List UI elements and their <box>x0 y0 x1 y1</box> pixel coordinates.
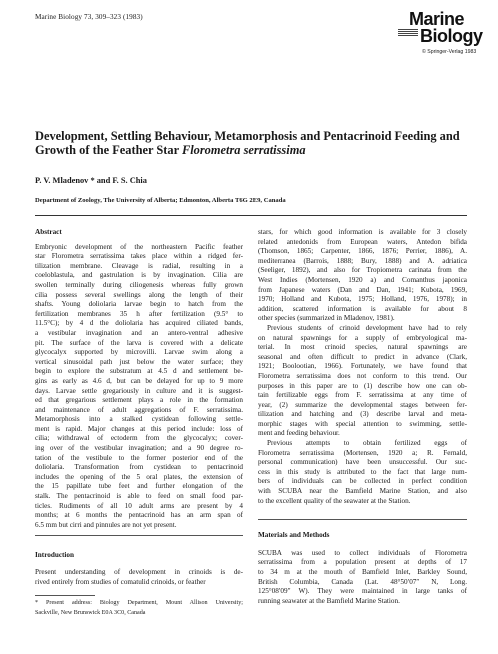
text-line: from Japanese waters (Dan and Dan, 1941; Kubota, 1969, <box>258 285 467 294</box>
text-line: (Thomson, 1865; Carpenter, 1866, 1876; Perrier, 1886), A. <box>258 247 467 256</box>
text-line: doliolaria. Transformation from cystidean to pentacrinoid <box>35 463 243 472</box>
text-line: rived entirely from studies of comatulid crinoids, or feather <box>35 577 206 586</box>
text-line: on natural spawnings for a supply of embryological ma- <box>258 333 467 342</box>
text-line: tilization and hatching and (3) describe larval and meta- <box>258 410 467 419</box>
intro-continued-para-1 <box>258 228 467 324</box>
text-line: Present understanding of development in crinoids is de- <box>35 568 243 576</box>
text-line: months; at 6 months the pentacrinoid has an arm span of <box>35 511 243 520</box>
text-line: to 34 m at the mouth of Bamfield Inlet, Barkley Sound, <box>258 568 467 576</box>
methods-heading: Materials and Methods <box>258 531 330 540</box>
text-line: personal communication) have been unsuccessful. Our suc- <box>258 458 467 467</box>
text-line: British Columbia, Canada (Lat. 48°50′07″ N, Long. <box>258 577 467 586</box>
header-rule <box>35 215 467 216</box>
text-line: 1970; Holland and Kubota, 1975; Holland, 1976, 1978); in <box>258 295 467 304</box>
text-line: ment is rapid. Major changes at this period include: loss of <box>35 424 243 433</box>
text-line: cilia; withdrawal of ectoderm from the glycocalyx; cover- <box>35 434 243 443</box>
text-line: glycocalyx supported by microvilli. Larvae swim along a <box>35 348 243 357</box>
text-line: Sackville, New Brunswick E0A 3C0, Canada <box>35 609 146 616</box>
text-line: purposes in this paper are to (1) describe how one can ob- <box>258 381 467 390</box>
text-line: 1921; Boolootian, 1966). Fortunately, we have found that <box>258 362 467 371</box>
text-line: 125°08′09″ W). They were maintained in large tanks of <box>258 587 467 596</box>
copyright-notice: © Springer-Verlag 1983 <box>422 49 477 55</box>
right-column <box>258 228 467 606</box>
introduction-body <box>35 568 243 587</box>
text-line: other species (summarized in Mladenov, 1981). <box>258 314 395 323</box>
text-line: ed that gregarious settlement plays a role in the formation <box>35 396 243 405</box>
text-line: with SCUBA near the Bamfield Marine Station, and also <box>258 487 467 496</box>
text-line: vertical sinusoidal path just below the water surface; they <box>35 357 243 366</box>
text-line: includes the opening of the 5 oral plates, the extension of <box>35 472 243 481</box>
footnote <box>35 599 243 617</box>
text-line: shafts. Young doliolaria larvae begin to hatch from the <box>35 300 243 309</box>
text-line: the 15 papillate tube feet and further elongation of the <box>35 482 243 491</box>
text-line: mediterranea (Barrois, 1888; Bury, 1888) and A. adriatica <box>258 256 467 265</box>
text-line: ticles. Rudiments of all 10 adult arms are present by 4 <box>35 501 243 510</box>
text-line: stars, for which good information is available for 3 closely <box>258 228 467 236</box>
methods-body <box>258 549 467 607</box>
text-line: (Seeliger, 1892), and also for Tropiometra carinata from the <box>258 266 467 275</box>
text-line: cess in this study is attributed to the fact that large num- <box>258 467 467 476</box>
text-line: SCUBA was used to collect individuals of Florometra <box>258 548 467 557</box>
text-line: seasonal and often difficult to predict in advance (Clark, <box>258 352 467 361</box>
abstract-body <box>35 243 243 531</box>
text-line: * Present address: Biology Department, Mount Allison University; <box>35 600 243 607</box>
article-authors: P. V. Mladenov * and F. S. Chia <box>35 176 147 185</box>
text-line: days. Larvae settle gregariously in culture and it is suggest- <box>35 386 243 395</box>
text-line: to the excellent quality of the seawater at the Station. <box>258 496 411 505</box>
text-line: star Florometra serratissima takes place within a ridged fer- <box>35 252 243 261</box>
text-line: Previous students of crinoid development have had to rely <box>267 323 467 332</box>
text-line: serratissima from a population present at depths of 17 <box>258 558 467 567</box>
text-line: Florometra serratissima does not conform to this trend. Our <box>258 371 467 380</box>
text-line: year, (2) summarize the developmental stages between fer- <box>258 400 467 409</box>
text-line: coeloblastula, and gastrulation is by invagination. Cilia are <box>35 271 243 280</box>
intro-continued-para-3 <box>258 439 467 506</box>
footnote-rule <box>35 595 95 596</box>
text-line: running seawater at the Bamfield Marine Station. <box>258 596 400 605</box>
text-line: Metamorphosis into a stalked cystidean following settle- <box>35 415 243 424</box>
text-line: 11.5°C); by 4 d the doliolaria has acquired ciliated bands, <box>35 319 243 328</box>
text-line: related antedonids from European waters, Antedon bifida <box>258 237 467 246</box>
text-line: Previous attempts to obtain fertilized eggs of <box>267 439 467 448</box>
section-rule <box>258 519 467 520</box>
abstract-end-rule <box>35 535 243 536</box>
logo-fine-print <box>398 29 418 36</box>
text-line: Florometra serratissima (Mortensen, 1920 a; R. Fernald, <box>258 448 467 457</box>
text-line: West Indies (Mortensen, 1920 a) and Comanthus japonica <box>258 275 467 284</box>
text-line: tilization membrane. Cleavage is radial, resulting in a <box>35 261 243 270</box>
journal-logo <box>398 8 483 64</box>
text-line: cilia possess several swellings along the length of their <box>35 290 243 299</box>
abstract-heading: Abstract <box>35 228 62 236</box>
text-line: terial. In most crinoid species, natural spawnings are <box>258 343 467 352</box>
text-line: tain fertilizable eggs from F. serratissima at any time of <box>258 391 467 400</box>
text-line: tation of the vestibule to the former posterior end of the <box>35 453 243 462</box>
text-line: stalk. The pentacrinoid is able to feed on small food par- <box>35 492 243 501</box>
text-line: 6.5 mm but cirri and pinnules are not yet present. <box>35 520 177 529</box>
text-line: and maintenance of adult aggregations of F. serratissima. <box>35 405 243 414</box>
introduction-heading: Introduction <box>35 551 75 560</box>
text-line: a vestibular invagination and an antero-ventral adhesive <box>35 328 243 337</box>
logo-word-biology: Biology <box>420 26 483 46</box>
text-line: ment and feeding behaviour. <box>258 429 340 438</box>
text-line: bers of individuals can be collected in perfect condition <box>258 477 467 486</box>
text-line: ing over of the vestibular invagination; and a 90 degree ro- <box>35 444 243 453</box>
title-species: Florometra serratissima <box>181 143 306 157</box>
author-affiliation: Department of Zoology, The University of Alberta; Edmonton, Alberta T6G 2E9, Canada <box>35 197 286 204</box>
text-line: swollen terminally during ciliogenesis whereas fully grown <box>35 280 243 289</box>
left-column <box>35 228 243 617</box>
text-line: begin to explore the substratum at 4.5 d and settlement be- <box>35 367 243 376</box>
journal-citation: Marine Biology 73, 309–323 (1983) <box>35 13 143 21</box>
intro-continued-para-2 <box>258 324 467 439</box>
text-line: addition, scattered information is available for about 8 <box>258 304 467 313</box>
article-title: Development, Settling Behaviour, Metamorphosis and Pentacrinoid Feeding and Growth of the Feather Star Florometra serratissima <box>35 129 460 157</box>
text-line: gins as early as 4.6 d, but can be delayed for up to 9 more <box>35 376 243 385</box>
text-line: morphic stages with special attention to swimming, settle- <box>258 419 467 428</box>
text-line: fertilization membranes 35 h after fertilization (9.5° to <box>35 309 243 318</box>
text-line: Embryonic development of the northeastern Pacific feather <box>35 242 243 251</box>
text-line: pit. The surface of the larva is covered with a delicate <box>35 338 243 347</box>
logo-word-marine: Marine <box>409 9 465 29</box>
